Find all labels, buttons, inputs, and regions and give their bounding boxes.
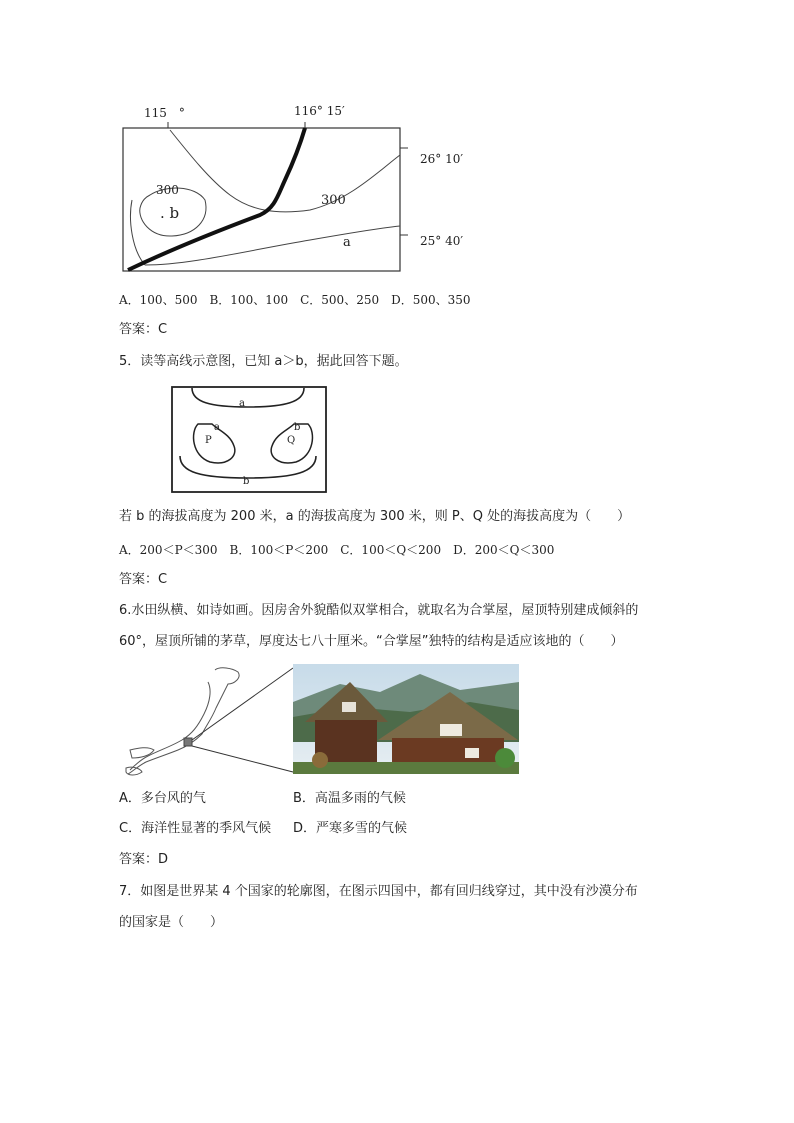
q6-option-d: D．严寒多雪的气候 bbox=[293, 821, 408, 836]
lon-left-label: 115 ° bbox=[144, 106, 185, 120]
line-a-label: a bbox=[343, 235, 351, 250]
q6-line-1: 6.水田纵横、如诗如画。因房舍外貌酷似双掌相合，就取名为合掌屋，屋顶特别建成倾斜的 bbox=[119, 603, 639, 618]
lat-bottom-label: 25° 40′ bbox=[420, 234, 464, 248]
q6-line-2: 60°，屋顶所铺的茅草，厚度达七八十厘米。“合掌屋”独特的结构是适应该地的（ ） bbox=[119, 634, 624, 649]
q4-answer: 答案：C bbox=[119, 322, 168, 337]
q6-option-b: B．高温多雨的气候 bbox=[293, 791, 406, 806]
q6-answer: 答案：D bbox=[119, 852, 169, 867]
q6-option-a: A．多台风的气 bbox=[119, 791, 206, 806]
q4-options: A．100、500 B．100、100 C．500、250 D．500、350 bbox=[119, 293, 471, 307]
q6-option-c: C．海洋性显著的季风气候 bbox=[119, 821, 272, 836]
q5-answer: 答案：C bbox=[119, 572, 168, 587]
point-b-label: . b bbox=[160, 204, 180, 222]
q5-question: 若 b 的海拔高度为 200 米，a 的海拔高度为 300 米，则 P、Q 处的海拔高度为（ ） bbox=[119, 509, 631, 524]
fig2-p-contour-a: a bbox=[214, 422, 220, 433]
fig2-top-a: a bbox=[239, 398, 245, 409]
q5-options: A．200＜P＜300 B．100＜P＜200 C．100＜Q＜200 D．200＜Q＜300 bbox=[119, 543, 555, 557]
lat-top-label: 26° 10′ bbox=[420, 152, 464, 166]
q7-line-1: 7．如图是世界某 4 个国家的轮廓图，在图示四国中，都有回归线穿过，其中没有沙漠分布 bbox=[119, 884, 638, 899]
japan-map-with-photo-figure bbox=[120, 662, 520, 778]
fig2-point-p: P bbox=[205, 435, 212, 446]
q5-title: 5．读等高线示意图，已知 a＞b，据此回答下题。 bbox=[119, 354, 408, 369]
lon-right-label: 116° 15′ bbox=[294, 104, 345, 118]
fig2-bottom-b: b bbox=[243, 476, 250, 487]
q7-line-2: 的国家是（ ） bbox=[119, 915, 224, 930]
contour-sketch-figure-2 bbox=[170, 384, 330, 496]
contour-label-300-left: 300 bbox=[156, 183, 179, 197]
fig2-q-contour-b: b bbox=[294, 422, 301, 433]
contour-label-300-mid: 300 bbox=[321, 193, 346, 208]
fig2-point-q: Q bbox=[287, 435, 296, 446]
